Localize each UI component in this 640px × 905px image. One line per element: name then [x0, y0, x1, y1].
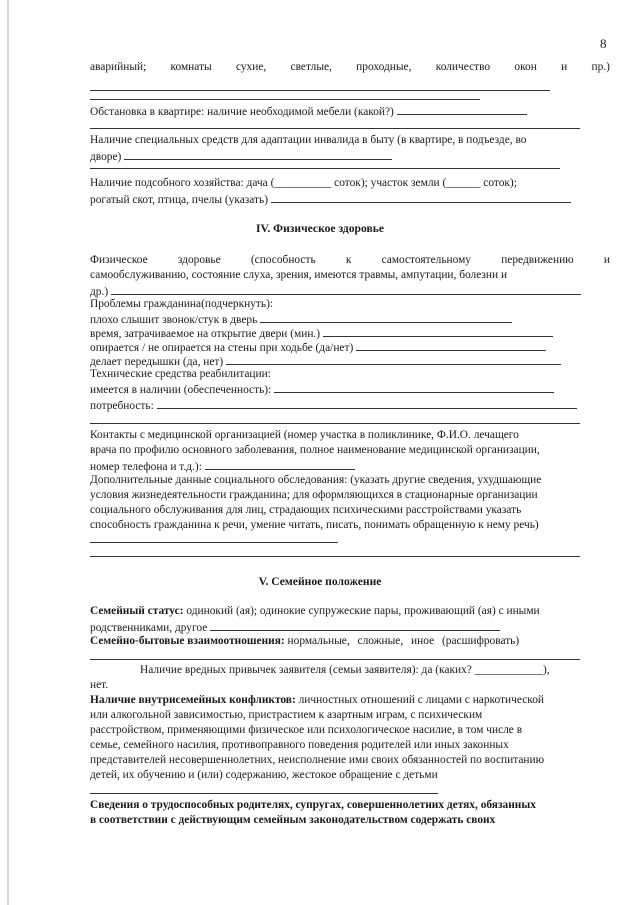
fill-line[interactable]: [90, 168, 560, 169]
support-line-1: Сведения о трудоспособных родителях, супругах, совершеннолетних детях, обязанных: [90, 799, 536, 811]
problems-line: Проблемы гражданина(подчеркнуть):: [90, 298, 274, 310]
health-label: др.): [90, 286, 109, 298]
furniture-label: Обстановка в квартире: наличие необходимой мебели (какой?): [90, 106, 394, 118]
conflicts-line-6: детей, их обучению и (или) содержанию, жестокое обращение с детьми: [90, 769, 438, 781]
relations-line: [90, 634, 610, 648]
word: пр.): [591, 61, 610, 73]
word: Физическое: [90, 254, 148, 266]
conflicts-line-3: расстройством, применяющими физическое или психологическое насилие, в том числе в: [90, 724, 523, 736]
farm-line-1: Наличие подсобного хозяйства: дача (__________ соток); участок земли (______ соток);: [90, 177, 517, 189]
furniture-line: [90, 103, 610, 119]
health-line-1: [90, 253, 610, 267]
fill-line[interactable]: [90, 556, 580, 557]
available-label: имеется в наличии (обеспеченность):: [90, 384, 272, 396]
door-time-field[interactable]: [323, 325, 553, 337]
leans-field[interactable]: [356, 339, 546, 351]
relations-label: Семейно-бытовые взаимоотношения:: [90, 635, 285, 647]
fill-line[interactable]: [90, 90, 550, 91]
health-field[interactable]: [111, 283, 581, 295]
contacts-label: номер телефона и т.д.):: [90, 461, 202, 473]
conflicts-label: Наличие внутрисемейных конфликтов:: [90, 694, 296, 706]
extra-line-1: Дополнительные данные социального обследования: (указать другие сведения, ухудшающие: [90, 474, 542, 486]
section-iv-title: IV. Физическое здоровье: [255, 222, 385, 235]
housing-line-1: [90, 60, 610, 74]
adapt-line-1: Наличие специальных средств для адаптации инвалида в быту (в квартире, в подъезде, во: [90, 134, 527, 146]
word: светлые,: [290, 61, 332, 73]
status-text: одинокий (ая); одинокие супружеские пары, проживающий (ая) с иными: [186, 605, 540, 617]
fill-line[interactable]: [90, 128, 580, 129]
conflicts-line-1: [90, 693, 610, 707]
available-line: [90, 381, 610, 397]
conflicts-text: личностных отношений с лицами с наркотической: [298, 694, 544, 706]
need-field[interactable]: [157, 397, 577, 409]
conflicts-line-2: или алкогольной зависимостью, пристрастием к азартным играм, с психическим: [90, 709, 483, 721]
word: комнаты: [170, 61, 212, 73]
hears-field[interactable]: [260, 311, 512, 323]
word: количество: [435, 61, 491, 73]
rests-label: делает передышки (да, нет): [90, 356, 224, 368]
conflicts-line-5: представителей несовершеннолетних, неисполнение ими своих обязанностей по воспитанию: [90, 754, 545, 766]
contacts-field[interactable]: [205, 458, 355, 470]
fill-line[interactable]: [90, 542, 338, 543]
word: сухие,: [235, 61, 267, 73]
contacts-line-2: врача по профилю основного заболевания, полное наименование медицинской организации,: [90, 444, 540, 456]
word: окон: [514, 61, 537, 73]
need-label: потребность:: [90, 400, 154, 412]
fill-line[interactable]: [90, 99, 480, 100]
adapt-label: дворе): [90, 151, 122, 163]
contacts-line-3: [90, 458, 610, 474]
need-line: [90, 397, 610, 413]
page-number: 8: [600, 36, 607, 51]
word: к: [345, 254, 352, 266]
conflicts-line-4: семье, семейного насилия, противоправного поведения родителей или иных законных: [90, 739, 509, 751]
word: и: [561, 61, 568, 73]
extra-line-2: условия жизнедеятельности гражданина; для оформляющихся в стационарные организации: [90, 489, 538, 501]
rests-field[interactable]: [226, 353, 561, 365]
word: и: [603, 254, 610, 266]
contacts-line-1: Контакты с медицинской организацией (номер участка в поликлинике, Ф.И.О. лечащего: [90, 429, 519, 441]
farm-line-2: [90, 191, 610, 207]
status-line-1: [90, 604, 610, 618]
leans-label: опирается / не опирается на стены при ходьбе (да/нет): [90, 342, 354, 354]
adapt-field[interactable]: [124, 148, 392, 160]
word: самостоятельному: [381, 254, 471, 266]
extra-line-4: способность гражданина к речи, умение читать, писать, понимать обращенную к нему речь): [90, 519, 539, 531]
extra-line-3: социального обслуживания для лиц, страдающих психическими расстройствами указать: [90, 504, 522, 516]
word: (способность: [250, 254, 316, 266]
word: здоровье: [177, 254, 221, 266]
status-label: Семейный статус:: [90, 605, 184, 617]
scan-edge: [7, 0, 9, 905]
status-field[interactable]: [210, 619, 500, 631]
relations-text: нормальные, сложные, иное (расшифровать): [287, 635, 520, 647]
hears-label: плохо слышит звонок/стук в дверь: [90, 314, 258, 326]
farm-field[interactable]: [271, 191, 571, 203]
habits-line: Наличие вредных привычек заявителя (семьи заявителя): да (каких? ____________),: [140, 664, 550, 676]
status-line-2: [90, 619, 610, 635]
fill-line[interactable]: [90, 423, 580, 424]
habits-no-line: нет.: [90, 679, 109, 691]
door-time-label: время, затрачиваемое на открытие двери (мин.): [90, 328, 321, 340]
word: аварийный;: [90, 61, 147, 73]
section-v-title: V. Семейное положение: [258, 575, 382, 588]
fill-line[interactable]: [90, 659, 580, 660]
word: передвижению: [501, 254, 574, 266]
support-line-2: в соответствии с действующим семейным законодательством содержать своих: [90, 814, 496, 826]
health-line-2: самообслуживанию, состояние слуха, зрения, имеются травмы, ампутации, болезни и: [90, 269, 508, 281]
available-field[interactable]: [274, 381, 554, 393]
farm-label: рогатый скот, птица, пчелы (указать): [90, 194, 268, 206]
status-other: родственниками, другое: [90, 622, 208, 634]
adapt-line-2: [90, 148, 610, 164]
word: проходные,: [356, 61, 412, 73]
rehab-line: Технические средства реабилитации:: [90, 368, 271, 380]
fill-line[interactable]: [90, 793, 438, 794]
furniture-field[interactable]: [397, 103, 527, 115]
